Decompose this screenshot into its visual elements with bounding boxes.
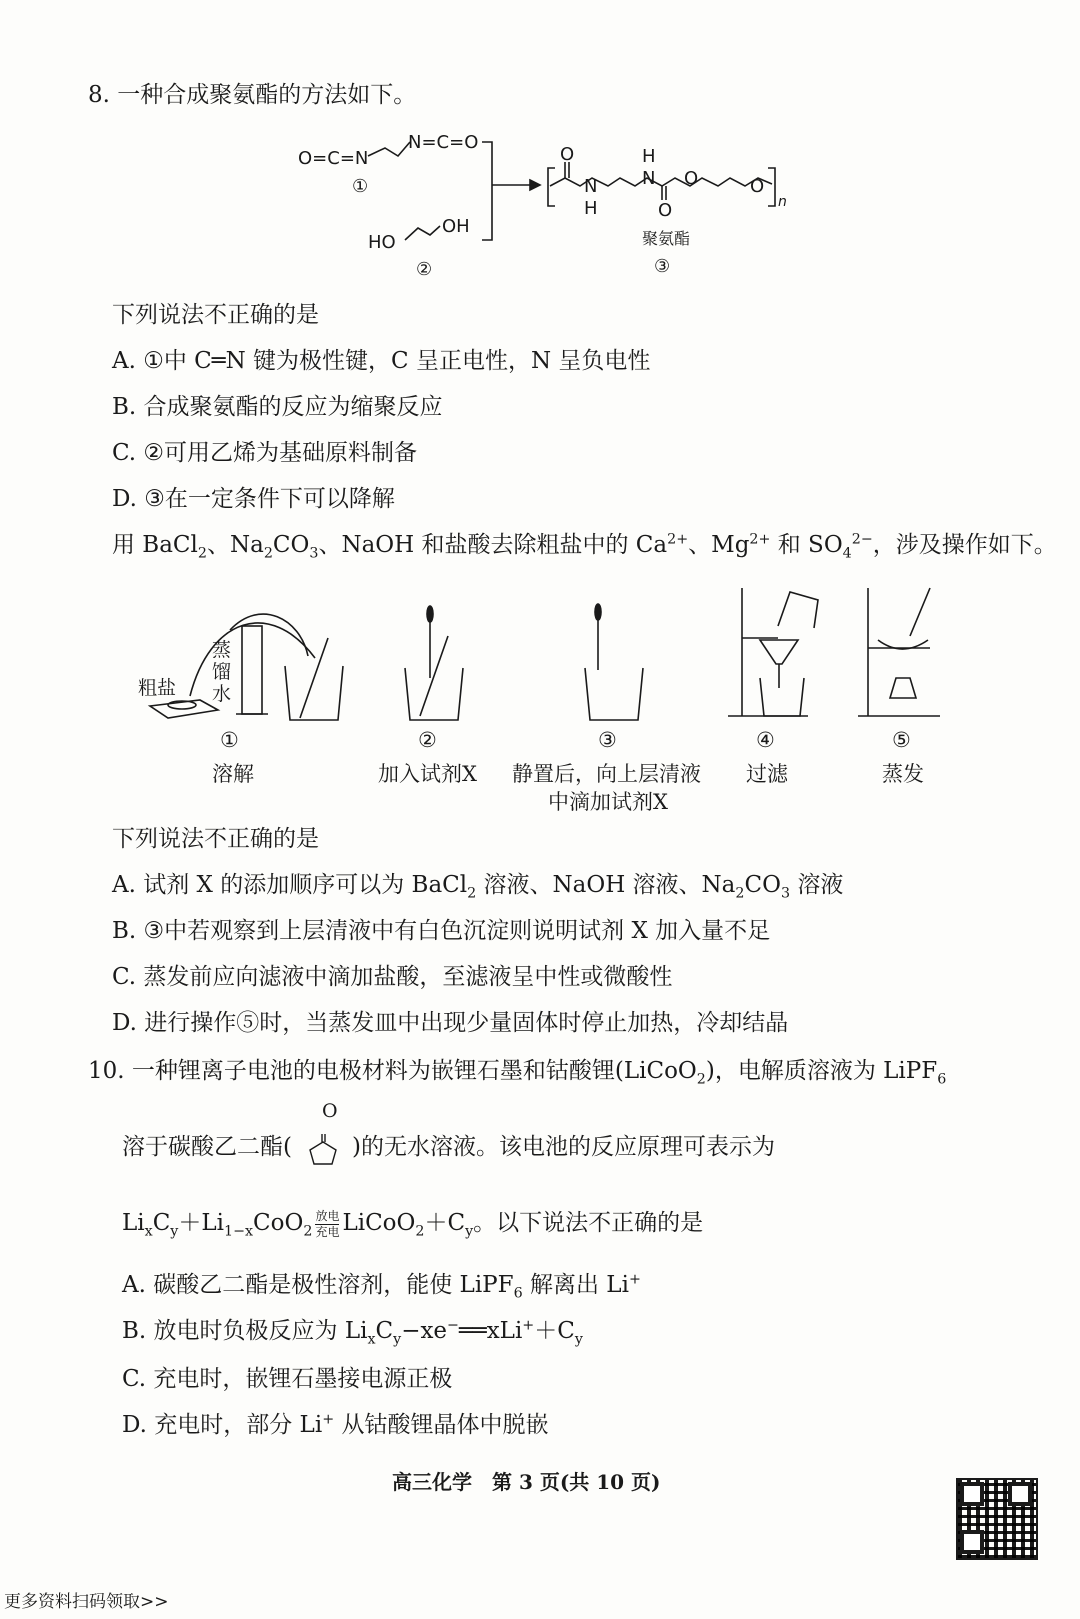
- p-n-subscript: n: [778, 194, 787, 210]
- r2-left-label: HO: [368, 232, 396, 253]
- page-footer: 高三化学 第 3 页(共 10 页): [392, 1470, 661, 1494]
- q10-stem-line2: 溶于碳酸乙二酯( )的无水溶液。该电池的反应原理可表示为: [122, 1128, 775, 1168]
- q8-prompt: 下列说法不正确的是: [112, 302, 319, 328]
- p-n1: N: [584, 176, 598, 197]
- qr-finder-3: [960, 1530, 984, 1554]
- step3-number: ③: [598, 728, 617, 752]
- step2-name: 加入试剂X: [378, 762, 477, 786]
- more-resources-link[interactable]: 更多资料扫码领取>>: [4, 1592, 169, 1612]
- label-water-3: 水: [212, 683, 232, 705]
- polyurethane-scheme: [290, 120, 810, 285]
- q9-prompt: 下列说法不正确的是: [112, 826, 319, 852]
- p-o3: O: [684, 168, 699, 189]
- product-name: 聚氨酯: [642, 229, 691, 248]
- step2-number: ②: [418, 728, 437, 752]
- step4-number: ④: [756, 728, 775, 752]
- q8-option-c: C. ②可用乙烯为基础原料制备: [112, 440, 418, 466]
- label-crude-salt: 粗盐: [138, 677, 177, 699]
- q9-option-d: D. 进行操作⑤时，当蒸发皿中出现少量固体时停止加热，冷却结晶: [112, 1010, 789, 1036]
- r2-number: ②: [416, 259, 433, 280]
- label-water-2: 馏: [212, 661, 232, 683]
- q10-stem-line1: 10. 一种锂离子电池的电极材料为嵌锂石墨和钴酸锂(LiCoO$_2$)，电解质溶液为 LiPF$_6$: [88, 1058, 947, 1088]
- q10-option-d: D. 充电时，部分 Li+ 从钴酸锂晶体中脱嵌: [122, 1411, 549, 1438]
- step4-name: 过滤: [746, 762, 788, 786]
- q10-option-c: C. 充电时，嵌锂石墨接电源正极: [122, 1366, 453, 1392]
- ethylene-carbonate-structure: [292, 1128, 352, 1168]
- step1-number: ①: [220, 728, 239, 752]
- qr-finder-1: [960, 1482, 984, 1506]
- p-n2: N: [642, 168, 656, 189]
- q8-option-b: B. 合成聚氨酯的反应为缩聚反应: [112, 394, 443, 420]
- r1-left-label: O=C=N: [298, 148, 369, 169]
- ring-oxygen-label: O: [322, 1100, 338, 1122]
- product-number: ③: [654, 256, 671, 277]
- label-water-1: 蒸: [212, 639, 232, 661]
- qr-finder-2: [1008, 1482, 1032, 1506]
- p-o4: O: [750, 176, 765, 197]
- p-h2: H: [642, 146, 656, 167]
- q10-option-b: B. 放电时负极反应为 $Li_xC_y-xe^-══xLi^++C_y$: [122, 1317, 583, 1348]
- q8-option-d: D. ③在一定条件下可以降解: [112, 486, 395, 512]
- reaction-arrow-label: $\frac{\text{放电}}{\text{充电}}$: [315, 1209, 340, 1239]
- q8-option-a: A. ①中 C═N 键为极性键，C 呈正电性，N 呈负电性: [112, 348, 651, 374]
- q9-option-a: A. 试剂 X 的添加顺序可以为 BaCl$_2$ 溶液、NaOH 溶液、$Na_2CO_3$ 溶液: [112, 872, 844, 902]
- p-o2: O: [658, 200, 673, 221]
- step3-name-2: 中滴加试剂X: [548, 790, 668, 814]
- q8-stem: 8. 一种合成聚氨酯的方法如下。: [88, 82, 417, 108]
- p-h1: H: [584, 198, 598, 219]
- q10-equation: $Li_xC_y+Li_{1-x}CoO_2$ $\frac{\text{放电}}{\text{充电}}$ $LiCoO_2+C_y$。以下说法不正确的是: [122, 1209, 704, 1240]
- r1-top-label: N=C=O: [408, 132, 479, 153]
- r1-number: ①: [352, 176, 369, 197]
- step5-name: 蒸发: [882, 762, 924, 786]
- q9-option-b: B. ③中若观察到上层清液中有白色沉淀则说明试剂 X 加入量不足: [112, 918, 771, 944]
- r2-right-label: OH: [442, 216, 470, 237]
- step5-number: ⑤: [892, 728, 911, 752]
- q9-stem: 用 BaCl$_2$、$Na_2CO_3$、NaOH 和盐酸去除粗盐中的 $Ca^{2+}$、$Mg^{2+}$ 和 $SO_4^{2-}$，涉及操作如下。: [112, 531, 1057, 562]
- salt-purification-apparatus: [130, 578, 950, 728]
- step3-name: 静置后，向上层清液: [512, 762, 701, 786]
- q10-option-a: A. 碳酸乙二酯是极性溶剂，能使 LiPF$_6$ 解离出 Li+: [122, 1271, 641, 1302]
- step1-name: 溶解: [212, 762, 254, 786]
- q9-option-c: C. 蒸发前应向滤液中滴加盐酸，至滤液呈中性或微酸性: [112, 964, 673, 990]
- p-o1: O: [560, 144, 575, 165]
